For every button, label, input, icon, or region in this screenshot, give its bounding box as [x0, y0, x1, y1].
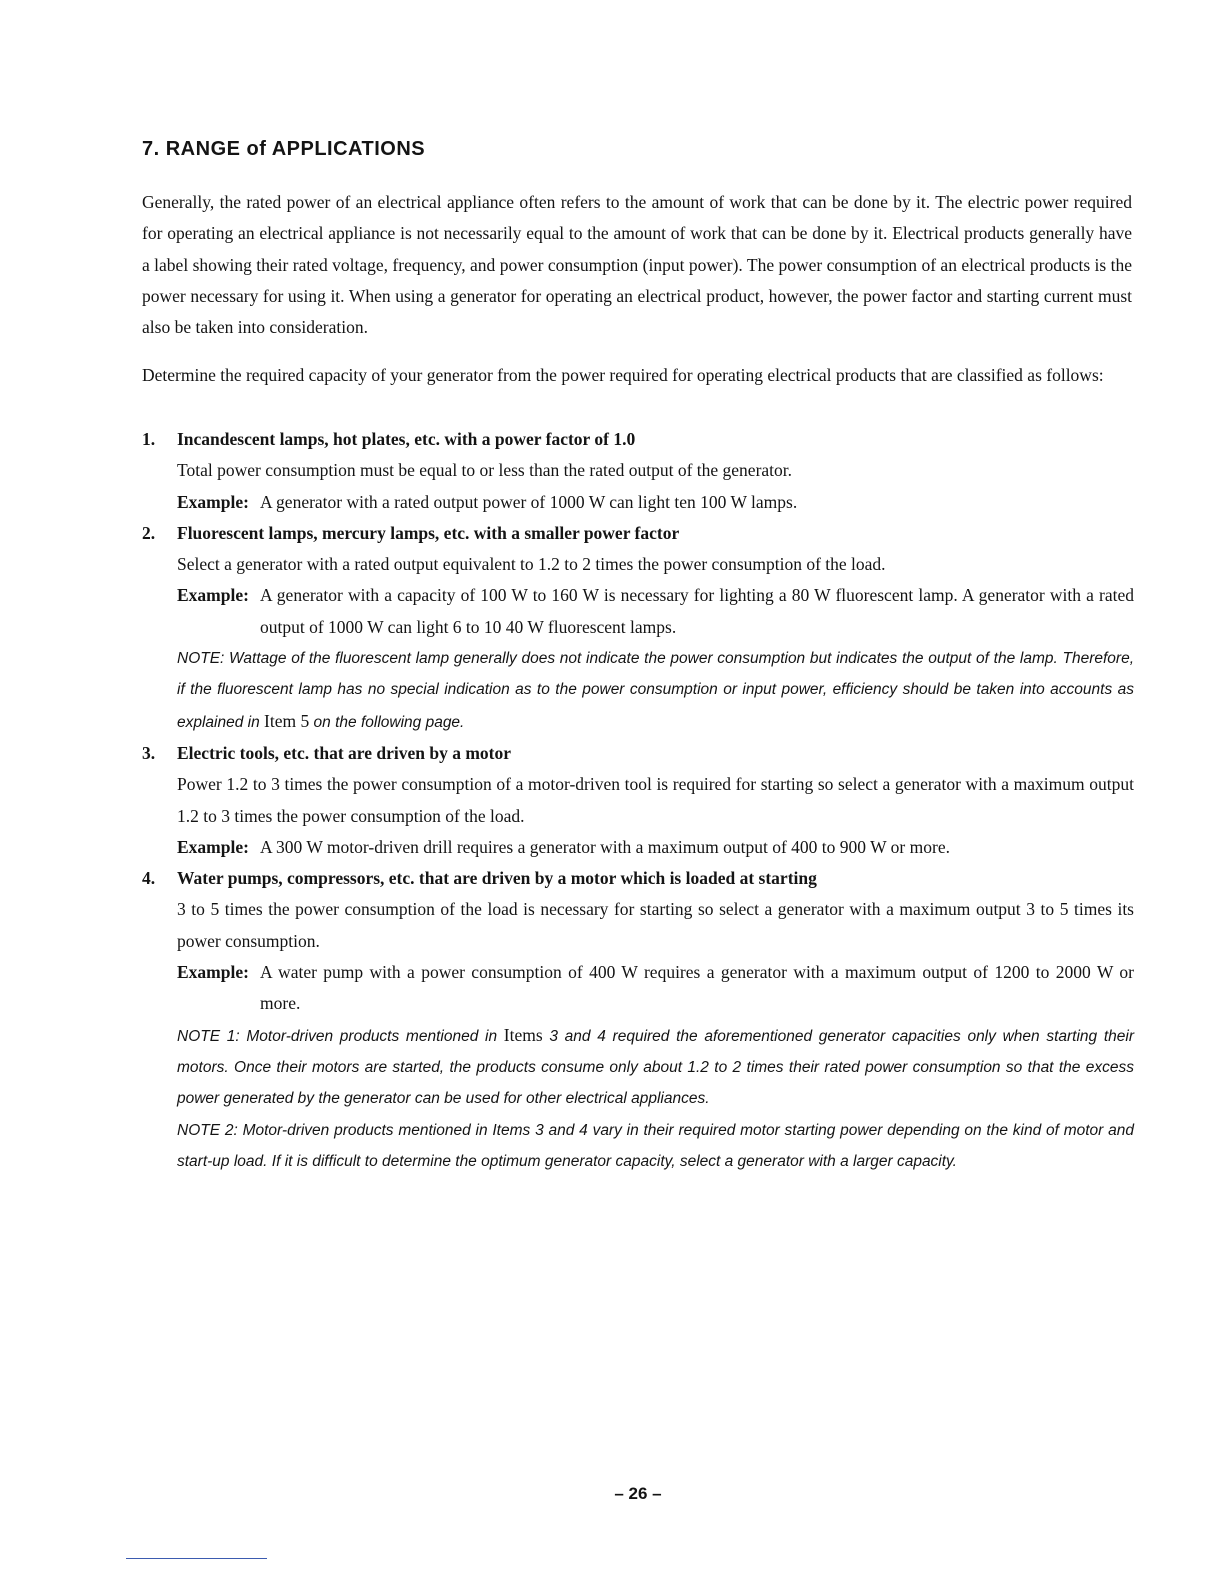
example-label: Example: [177, 962, 249, 983]
footer-divider [126, 1558, 267, 1559]
example-text: A water pump with a power consumption of 400 W requires a generator with a maximum output of 1200 to 2000 W or more. [260, 962, 1134, 1014]
note-reference: Item 5 [264, 710, 310, 731]
note-2: NOTE 2: Motor-driven products mentioned in Items 3 and 4 vary in their required motor starting power depending on the kind of motor and start-up load. If it is difficult to determine the optimum generator capacity, select a generator with a larger capacity. [177, 1121, 1134, 1170]
note-text-end: on the following page. [309, 713, 465, 731]
note-1 [177, 1020, 1134, 1115]
list-item-3 [142, 738, 1134, 863]
intro-paragraph-1: Generally, the rated power of an electrical appliance often refers to the amount of work that can be done by it. The electric power required for operating an electrical appliance is not necessarily equal to the amount of work that can be done by it. Electrical products generally have a label showing their rated voltage, frequency, and power consumption (input power). The power consumption of an electrical products is the power necessary for using it. When using a generator for operating an electrical product, however, the power factor and starting current must also be taken into consideration. [142, 192, 1132, 338]
item-heading: Water pumps, compressors, etc. that are driven by a motor which is loaded at starting [177, 868, 817, 889]
example-label: Example: [177, 585, 249, 606]
item-number: 3. [142, 742, 156, 763]
list-item-4 [142, 863, 1134, 1177]
example [177, 832, 1134, 863]
item-heading: Fluorescent lamps, mercury lamps, etc. with a smaller power factor [177, 522, 680, 543]
note-1-text-end: 3 and 4 required the aforementioned generator capacities only when starting their motors. Once their motors are started, the products consume only about 1.2 to 2 times their rated power consumption so that the excess power generated by the generator can be used for other electrical appliances. [177, 1027, 1135, 1108]
item-heading: Incandescent lamps, hot plates, etc. with a power factor of 1.0 [177, 429, 636, 449]
item-number: 1. [142, 429, 156, 449]
note [177, 643, 1134, 738]
example [177, 580, 1134, 643]
note-text: NOTE: Wattage of the fluorescent lamp generally does not indicate the power consumption but indicates the output of the lamp. Therefore, if the fluorescent lamp has no special indication as to the power consumption or input power, efficiency should be taken into accounts as explained in [177, 650, 1134, 731]
example-label: Example: [177, 836, 249, 857]
list-item-2 [142, 518, 1134, 738]
classification-list [142, 424, 1134, 1177]
item-description: Power 1.2 to 3 times the power consumption of a motor-driven tool is required for starting so select a generator with a maximum output 1.2 to 3 times the power consumption of the load. [177, 774, 1134, 826]
item-number: 4. [142, 868, 156, 889]
item-heading: Electric tools, etc. that are driven by a motor [177, 742, 512, 763]
section-title: 7. RANGE of APPLICATIONS [142, 138, 426, 160]
list-item-1 [142, 424, 1134, 518]
note-1-reference: Items [503, 1024, 543, 1045]
example [177, 487, 1134, 518]
example-label: Example: [177, 491, 249, 512]
item-description: 3 to 5 times the power consumption of the load is necessary for starting so select a generator with a maximum output 3 to 5 times its power consumption. [177, 899, 1134, 951]
intro-paragraph-2: Determine the required capacity of your generator from the power required for operating electrical products that are classified as follows: [142, 365, 1104, 385]
note-1-text: NOTE 1: Motor-driven products mentioned in [177, 1027, 504, 1045]
item-description: Total power consumption must be equal to or less than the rated output of the generator. [177, 460, 793, 481]
example-text: A generator with a capacity of 100 W to 160 W is necessary for lighting a 80 W fluorescent lamp. A generator with a rated output of 1000 W can light 6 to 10 40 W fluorescent lamps. [260, 585, 1134, 637]
example-text: A 300 W motor-driven drill requires a generator with a maximum output of 400 to 900 W or more. [260, 836, 950, 857]
example-text: A generator with a rated output power of 1000 W can light ten 100 W lamps. [260, 491, 798, 512]
item-number: 2. [142, 522, 156, 543]
item-description: Select a generator with a rated output equivalent to 1.2 to 2 times the power consumption of the load. [177, 554, 886, 575]
page-number: – 26 – [614, 1484, 662, 1503]
example [177, 957, 1134, 1020]
